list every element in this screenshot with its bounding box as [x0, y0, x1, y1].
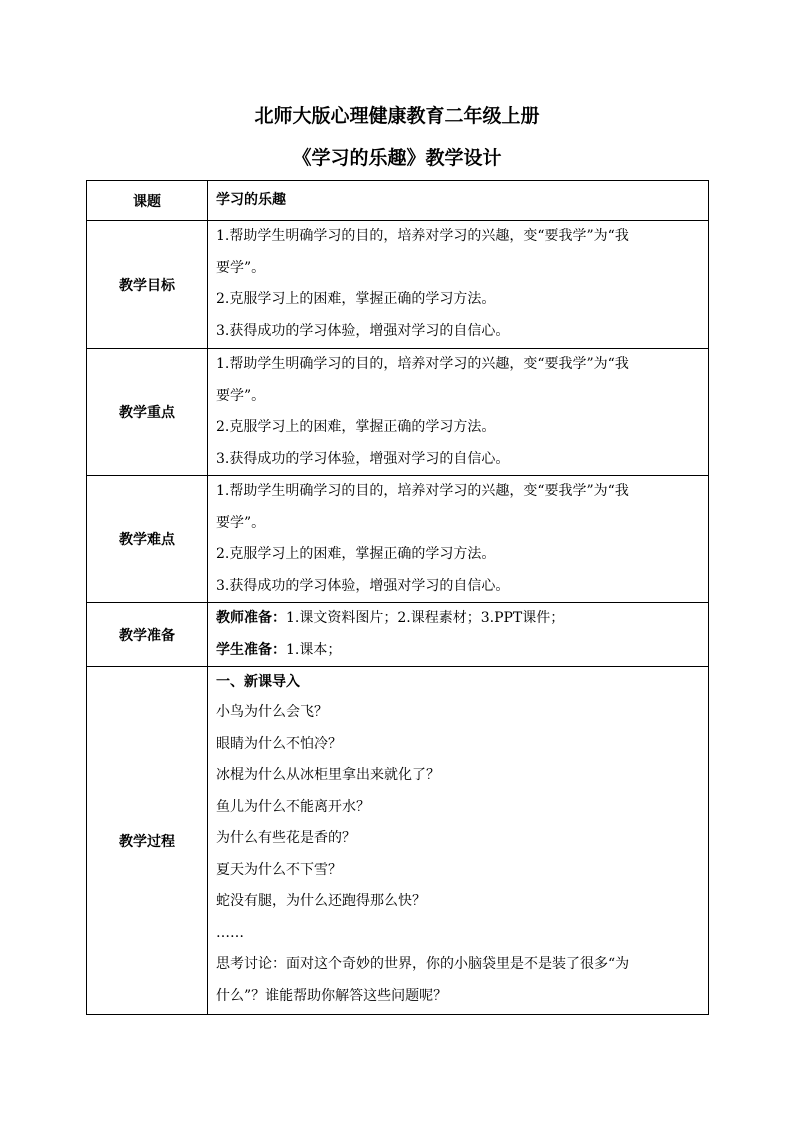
process-discussion-a: 思考讨论：面对这个奇妙的世界，你的小脑袋里是不是装了很多“为	[216, 956, 630, 972]
student-preparation	[216, 635, 700, 667]
table-row-key-points	[87, 349, 709, 476]
process-question: 眼睛为什么不怕冷？	[216, 735, 342, 752]
goals-line-1a: 1.帮助学生明确学习的目的，培养对学习的兴趣，变“要我学”为“我	[216, 228, 629, 244]
lesson-plan-table	[86, 180, 709, 1015]
process-content	[208, 667, 709, 1015]
process-question: 小鸟为什么会飞？	[216, 704, 328, 720]
key-points-line-1a: 1.帮助学生明确学习的目的，培养对学习的兴趣，变“要我学”为“我	[216, 356, 629, 372]
process-label: 教学过程	[87, 667, 208, 1015]
key-points-label: 教学重点	[87, 349, 208, 476]
key-points-content	[208, 349, 709, 476]
teacher-preparation	[216, 603, 700, 635]
table-row-process	[87, 667, 709, 1015]
table-row-difficulties	[87, 476, 709, 603]
teacher-preparation-value: 1.课文资料图片；2.课程素材；3.PPT课件；	[286, 610, 565, 626]
topic-label: 课题	[87, 181, 208, 221]
process-question: 鱼儿为什么不能离开水？	[216, 798, 370, 815]
document-title: 北师大版心理健康教育二年级上册	[254, 105, 540, 127]
process-ellipsis: ……	[216, 924, 244, 941]
process-discussion-b: 什么”？谁能帮助你解答这些问题呢？	[216, 987, 448, 1004]
process-question: 冰棍为什么从冰柜里拿出来就化了？	[216, 767, 440, 783]
goals-line-1b: 要学”。	[216, 259, 266, 276]
process-question: 为什么有些花是香的？	[216, 830, 356, 846]
difficulties-line-1a: 1.帮助学生明确学习的目的，培养对学习的兴趣，变“要我学”为“我	[216, 483, 629, 499]
table-row-goals	[87, 221, 709, 349]
goals-line-3: 3.获得成功的学习体验，增强对学习的自信心。	[216, 322, 510, 339]
preparation-label: 教学准备	[87, 603, 208, 667]
document-subtitle: 《学习的乐趣》教学设计	[292, 147, 502, 169]
preparation-content	[208, 603, 709, 667]
difficulties-line-2: 2.克服学习上的困难，掌握正确的学习方法。	[216, 546, 496, 562]
difficulties-line-3: 3.获得成功的学习体验，增强对学习的自信心。	[216, 577, 510, 594]
difficulties-line-1b: 要学”。	[216, 514, 266, 531]
process-question: 蛇没有腿，为什么还跑得那么快？	[216, 893, 426, 909]
table-row-topic	[87, 181, 709, 221]
student-preparation-value: 1.课本；	[286, 641, 342, 658]
teacher-preparation-label: 教师准备：	[216, 610, 286, 626]
goals-content	[208, 221, 709, 349]
process-heading: 一、新课导入	[216, 674, 300, 690]
key-points-line-3: 3.获得成功的学习体验，增强对学习的自信心。	[216, 450, 510, 467]
topic-value-cell	[208, 181, 709, 221]
difficulties-content	[208, 476, 709, 603]
key-points-line-1b: 要学”。	[216, 387, 266, 404]
goals-label: 教学目标	[87, 221, 208, 349]
student-preparation-label: 学生准备：	[216, 641, 286, 658]
topic-value: 学习的乐趣	[216, 191, 286, 208]
goals-line-2: 2.克服学习上的困难，掌握正确的学习方法。	[216, 291, 496, 307]
difficulties-label: 教学难点	[87, 476, 208, 603]
key-points-line-2: 2.克服学习上的困难，掌握正确的学习方法。	[216, 419, 496, 435]
table-row-preparation	[87, 603, 709, 667]
process-question: 夏天为什么不下雪？	[216, 861, 342, 878]
